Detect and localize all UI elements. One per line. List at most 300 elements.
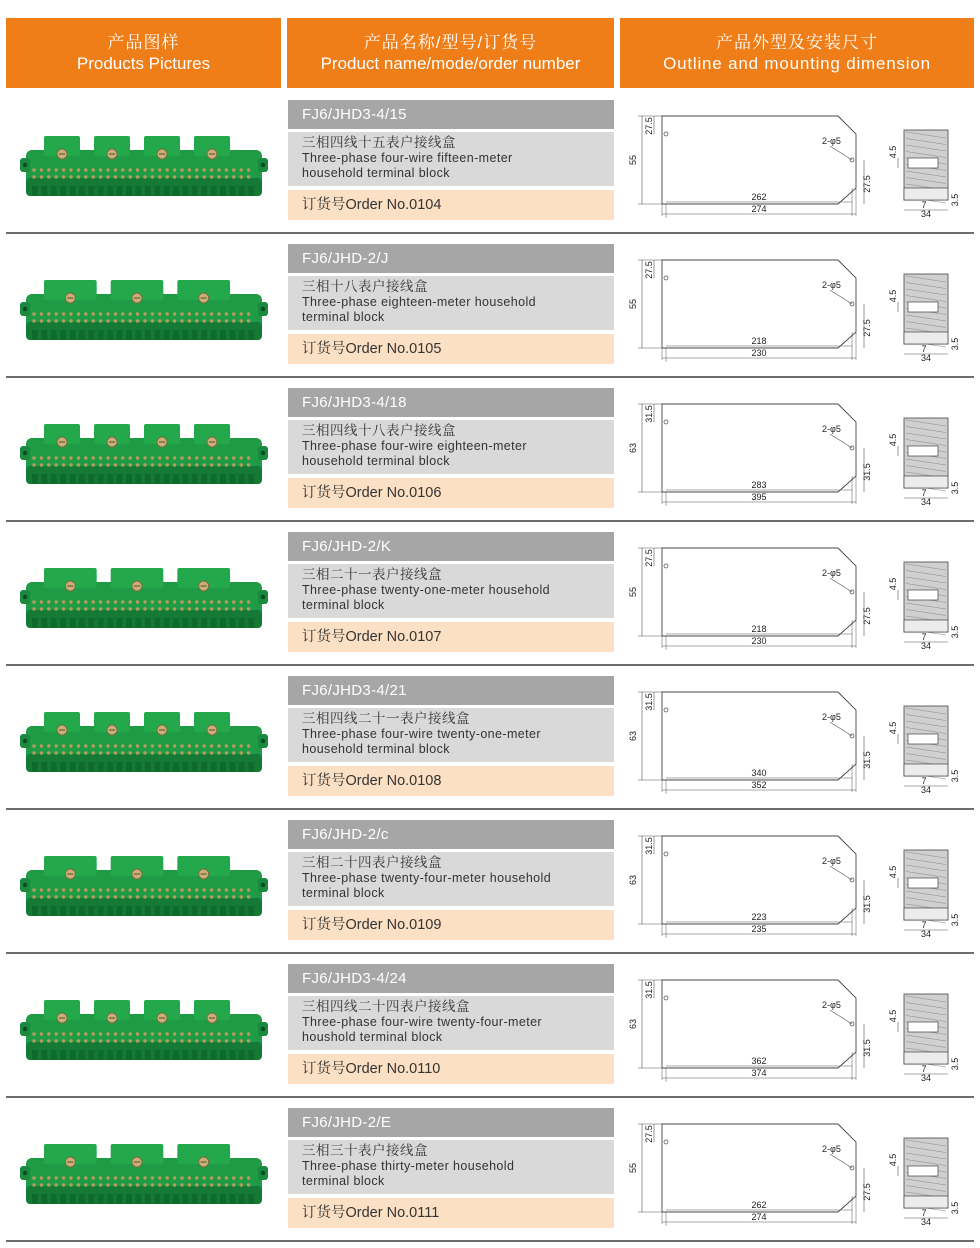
small-screw-icon [129, 463, 132, 466]
small-screw-icon [121, 744, 124, 747]
order-number: 订货号Order No.0110 [288, 1054, 614, 1084]
product-name-zh: 三相三十表户接线盒 [302, 1143, 428, 1158]
half-top-label: 31.5 [644, 693, 654, 711]
small-screw-icon [99, 751, 102, 754]
base-fin [229, 186, 235, 196]
product-picture [20, 844, 268, 934]
base-fin [201, 330, 207, 340]
product-name-en-line1: Three-phase twenty-four-meter household [302, 871, 552, 885]
half-top-label: 27.5 [644, 117, 654, 135]
small-screw-icon [47, 751, 50, 754]
small-screw-icon [99, 888, 102, 891]
small-screw-icon [247, 175, 250, 178]
small-screw-icon [240, 607, 243, 610]
base-fin [70, 330, 76, 340]
half-top-label: 27.5 [644, 549, 654, 567]
outer-width-label: 274 [751, 204, 767, 214]
small-screw-icon [247, 1183, 250, 1186]
base-fin [107, 618, 113, 628]
side-view-base [904, 332, 948, 344]
base-fin [248, 1050, 254, 1060]
small-screw-icon [240, 744, 243, 747]
small-screw-icon [106, 600, 109, 603]
small-screw-icon [203, 175, 206, 178]
small-screw-icon [77, 1039, 80, 1042]
small-screw-icon [62, 600, 65, 603]
base-fin [229, 474, 235, 484]
base-fin [107, 474, 113, 484]
base-fin [248, 618, 254, 628]
small-screw-icon [143, 607, 146, 610]
base-fin [164, 1050, 170, 1060]
small-screw-icon [203, 600, 206, 603]
base-fin [248, 186, 254, 196]
small-screw-icon [99, 319, 102, 322]
small-screw-icon [99, 1183, 102, 1186]
small-screw-icon [180, 607, 183, 610]
small-screw-icon [217, 888, 220, 891]
small-screw-icon [99, 312, 102, 315]
small-screw-icon [188, 1039, 191, 1042]
side-view-slot [908, 302, 938, 312]
small-screw-icon [151, 744, 154, 747]
base-fin [98, 330, 104, 340]
inner-width-label: 340 [751, 768, 767, 778]
small-screw-icon [62, 463, 65, 466]
product-description [288, 564, 614, 618]
base-fin [164, 330, 170, 340]
small-screw-icon [92, 463, 95, 466]
base-fin [182, 186, 188, 196]
base-fin [248, 906, 254, 916]
small-screw-icon [247, 1032, 250, 1035]
side-w1-label: 7 [921, 1208, 927, 1218]
small-screw-icon [92, 751, 95, 754]
small-screw-icon [32, 607, 35, 610]
small-screw-icon [121, 312, 124, 315]
small-screw-icon [217, 168, 220, 171]
small-screw-icon [129, 751, 132, 754]
base-fin [229, 618, 235, 628]
small-screw-icon [84, 751, 87, 754]
product-name-en-line1: Three-phase four-wire twenty-four-meter [302, 1015, 542, 1029]
header-col3-en: Outline and mounting dimension [663, 54, 931, 73]
small-screw-icon [210, 751, 213, 754]
small-screw-icon [129, 1183, 132, 1186]
small-screw-icon [143, 1183, 146, 1186]
product-name-en-line2: terminal block [302, 885, 385, 900]
base-fin [192, 618, 198, 628]
small-screw-icon [40, 319, 43, 322]
small-screw-icon [129, 895, 132, 898]
base-fin [173, 1050, 179, 1060]
small-screw-icon [247, 1039, 250, 1042]
small-screw-icon [247, 168, 250, 171]
small-screw-icon [158, 175, 161, 178]
base-fin [192, 762, 198, 772]
small-screw-icon [92, 600, 95, 603]
header-products-pictures [6, 18, 281, 88]
small-screw-icon [136, 312, 139, 315]
small-screw-icon [195, 607, 198, 610]
small-screw-icon [77, 175, 80, 178]
small-screw-icon [195, 1032, 198, 1035]
base-fin [173, 186, 179, 196]
half-top-label: 27.5 [644, 261, 654, 279]
small-screw-icon [195, 1039, 198, 1042]
small-screw-icon [151, 1039, 154, 1042]
small-screw-icon [188, 319, 191, 322]
base-fin [173, 906, 179, 916]
product-name-en-line2: household terminal block [302, 165, 450, 180]
small-screw-icon [158, 600, 161, 603]
hole-label: 2-φ5 [822, 712, 841, 722]
small-screw-icon [158, 456, 161, 459]
small-screw-icon [40, 895, 43, 898]
small-screw-icon [32, 895, 35, 898]
hole-leader-line [830, 1010, 852, 1024]
base-fin [201, 474, 207, 484]
outer-width-label: 352 [751, 780, 767, 790]
small-screw-icon [217, 312, 220, 315]
small-screw-icon [173, 607, 176, 610]
small-screw-icon [136, 600, 139, 603]
small-screw-icon [195, 319, 198, 322]
small-screw-icon [180, 1176, 183, 1179]
side-top-label: 4.5 [888, 865, 898, 879]
base-fin [211, 330, 217, 340]
dimension-drawing [628, 248, 974, 362]
small-screw-icon [151, 751, 154, 754]
product-name-en-line1: Three-phase four-wire twenty-one-meter [302, 727, 541, 741]
small-screw-icon [143, 744, 146, 747]
small-screw-icon [210, 888, 213, 891]
small-screw-icon [158, 1039, 161, 1042]
small-screw-icon [188, 463, 191, 466]
side-view-slot [908, 878, 938, 888]
half-top-label: 31.5 [644, 837, 654, 855]
base-fin [117, 618, 123, 628]
model-number: FJ6/JHD-2/c [288, 820, 614, 849]
small-screw-icon [40, 607, 43, 610]
side-edge-label: 3.5 [950, 625, 960, 639]
dimension-drawing [628, 680, 974, 794]
small-screw-icon [32, 456, 35, 459]
small-screw-icon [121, 1032, 124, 1035]
small-screw-icon [195, 895, 198, 898]
small-screw-icon [55, 744, 58, 747]
hole-leader-line [830, 722, 852, 736]
product-name-en-line2: houshold terminal block [302, 1029, 443, 1044]
model-number: FJ6/JHD-2/E [288, 1108, 614, 1137]
half-top-label: 31.5 [644, 405, 654, 423]
product-name-en-line2: terminal block [302, 1173, 385, 1188]
small-screw-icon [173, 895, 176, 898]
small-screw-icon [55, 456, 58, 459]
side-w1-label: 7 [921, 776, 927, 786]
small-screw-icon [136, 888, 139, 891]
small-screw-icon [151, 607, 154, 610]
small-screw-icon [210, 1032, 213, 1035]
mount-hole-icon [261, 595, 265, 599]
base-fin [117, 1050, 123, 1060]
inner-width-label: 262 [751, 1200, 767, 1210]
base-fin [117, 330, 123, 340]
small-screw-icon [240, 1176, 243, 1179]
base-fin [201, 186, 207, 196]
small-screw-icon [158, 1176, 161, 1179]
small-screw-icon [158, 1183, 161, 1186]
base-fin [107, 906, 113, 916]
base-fin [79, 906, 85, 916]
small-screw-icon [40, 744, 43, 747]
base-fin [173, 1194, 179, 1204]
small-screw-icon [225, 607, 228, 610]
small-screw-icon [121, 1039, 124, 1042]
product-picture [20, 988, 268, 1078]
small-screw-icon [180, 895, 183, 898]
base-fin [164, 186, 170, 196]
side-w2-label: 34 [920, 785, 932, 794]
small-screw-icon [166, 744, 169, 747]
small-screw-icon [173, 1183, 176, 1186]
small-screw-icon [92, 744, 95, 747]
small-screw-icon [32, 463, 35, 466]
side-edge-label: 3.5 [950, 1057, 960, 1071]
base-fin [79, 762, 85, 772]
header-col2-en: Product name/mode/order number [320, 54, 581, 73]
small-screw-icon [240, 456, 243, 459]
small-screw-icon [40, 600, 43, 603]
small-screw-icon [173, 456, 176, 459]
small-screw-icon [55, 1032, 58, 1035]
small-screw-icon [166, 456, 169, 459]
side-view-slot [908, 1166, 938, 1176]
small-screw-icon [92, 1039, 95, 1042]
small-screw-icon [203, 463, 206, 466]
small-screw-icon [32, 319, 35, 322]
small-screw-icon [210, 312, 213, 315]
small-screw-icon [173, 1032, 176, 1035]
base-fin [192, 906, 198, 916]
inner-width-label: 218 [751, 624, 767, 634]
small-screw-icon [106, 175, 109, 178]
small-screw-icon [166, 751, 169, 754]
small-screw-icon [136, 319, 139, 322]
small-screw-icon [77, 456, 80, 459]
small-screw-icon [217, 607, 220, 610]
height-label: 55 [628, 298, 638, 310]
small-screw-icon [166, 607, 169, 610]
small-screw-icon [114, 168, 117, 171]
small-screw-icon [180, 1039, 183, 1042]
small-screw-icon [225, 319, 228, 322]
small-screw-icon [47, 312, 50, 315]
height-label: 63 [628, 442, 638, 454]
inner-width-label: 362 [751, 1056, 767, 1066]
small-screw-icon [225, 895, 228, 898]
small-screw-icon [151, 312, 154, 315]
model-number: FJ6/JHD-2/J [288, 244, 614, 273]
half-bottom-label: 31.5 [862, 895, 872, 913]
small-screw-icon [151, 463, 154, 466]
small-screw-icon [47, 895, 50, 898]
small-screw-icon [55, 1176, 58, 1179]
small-screw-icon [62, 895, 65, 898]
base-fin [248, 330, 254, 340]
base-fin [107, 1194, 113, 1204]
side-view-base [904, 1052, 948, 1064]
row-divider [6, 808, 974, 810]
base-fin [145, 1194, 151, 1204]
small-screw-icon [232, 751, 235, 754]
small-screw-icon [225, 888, 228, 891]
base-fin [135, 762, 141, 772]
small-screw-icon [121, 600, 124, 603]
small-screw-icon [84, 1039, 87, 1042]
half-bottom-label: 31.5 [862, 463, 872, 481]
base-fin [248, 474, 254, 484]
small-screw-icon [240, 888, 243, 891]
small-screw-icon [136, 607, 139, 610]
dimension-drawing [628, 104, 974, 218]
side-view-base [904, 188, 948, 200]
small-screw-icon [136, 1176, 139, 1179]
small-screw-icon [180, 175, 183, 178]
side-edge-label: 3.5 [950, 769, 960, 783]
side-w1-label: 7 [921, 488, 927, 498]
small-screw-icon [143, 463, 146, 466]
small-screw-icon [62, 1183, 65, 1186]
product-description [288, 852, 614, 906]
base-fin [154, 186, 160, 196]
small-screw-icon [217, 600, 220, 603]
half-bottom-label: 27.5 [862, 319, 872, 337]
small-screw-icon [62, 168, 65, 171]
mount-hole-icon [23, 1171, 27, 1175]
small-screw-icon [69, 744, 72, 747]
small-screw-icon [121, 168, 124, 171]
small-screw-icon [32, 1183, 35, 1186]
small-screw-icon [225, 312, 228, 315]
small-screw-icon [143, 319, 146, 322]
small-screw-icon [84, 895, 87, 898]
small-screw-icon [84, 463, 87, 466]
base-fin [51, 762, 57, 772]
small-screw-icon [188, 168, 191, 171]
small-screw-icon [136, 751, 139, 754]
product-description [288, 276, 614, 330]
small-screw-icon [114, 751, 117, 754]
small-screw-icon [180, 600, 183, 603]
small-screw-icon [158, 463, 161, 466]
base-fin [51, 618, 57, 628]
small-screw-icon [143, 312, 146, 315]
hole-leader-line [830, 1154, 852, 1168]
product-name-en-line1: Three-phase four-wire fifteen-meter [302, 151, 513, 165]
hole-label: 2-φ5 [822, 280, 841, 290]
base-fin [173, 474, 179, 484]
product-name-zh: 三相四线二十四表户接线盒 [302, 999, 470, 1014]
mount-hole-icon [23, 1027, 27, 1031]
mount-hole-icon [664, 276, 668, 280]
small-screw-icon [188, 1176, 191, 1179]
small-screw-icon [77, 888, 80, 891]
base-fin [145, 1050, 151, 1060]
small-screw-icon [151, 600, 154, 603]
small-screw-icon [69, 895, 72, 898]
base-fin [98, 618, 104, 628]
small-screw-icon [158, 168, 161, 171]
small-screw-icon [217, 175, 220, 178]
small-screw-icon [232, 319, 235, 322]
small-screw-icon [106, 751, 109, 754]
small-screw-icon [47, 888, 50, 891]
base-fin [126, 474, 132, 484]
small-screw-icon [129, 600, 132, 603]
small-screw-icon [114, 456, 117, 459]
side-edge-label: 3.5 [950, 1201, 960, 1215]
base-fin [220, 762, 226, 772]
small-screw-icon [240, 1032, 243, 1035]
base-fin [220, 186, 226, 196]
base-fin [107, 186, 113, 196]
inner-width-label: 283 [751, 480, 767, 490]
base-fin [32, 618, 38, 628]
base-fin [107, 1050, 113, 1060]
mount-hole-icon [664, 708, 668, 712]
base-fin [117, 762, 123, 772]
base-fin [154, 762, 160, 772]
base-fin [220, 474, 226, 484]
base-fin [126, 906, 132, 916]
small-screw-icon [195, 463, 198, 466]
base-fin [145, 186, 151, 196]
small-screw-icon [143, 168, 146, 171]
inner-width-label: 223 [751, 912, 767, 922]
small-screw-icon [203, 456, 206, 459]
base-fin [32, 474, 38, 484]
mount-hole-icon [664, 420, 668, 424]
small-screw-icon [114, 744, 117, 747]
base-fin [32, 1050, 38, 1060]
order-number: 订货号Order No.0111 [288, 1198, 614, 1228]
base-fin [51, 906, 57, 916]
small-screw-icon [225, 1176, 228, 1179]
small-screw-icon [232, 1183, 235, 1186]
dimension-drawing [628, 1112, 974, 1226]
base-fin [70, 762, 76, 772]
product-picture [20, 1132, 268, 1222]
base-fin [135, 330, 141, 340]
small-screw-icon [92, 312, 95, 315]
small-screw-icon [40, 463, 43, 466]
small-screw-icon [210, 607, 213, 610]
small-screw-icon [166, 168, 169, 171]
base-fin [70, 906, 76, 916]
base-fin [173, 618, 179, 628]
small-screw-icon [69, 1176, 72, 1179]
small-screw-icon [62, 319, 65, 322]
small-screw-icon [173, 600, 176, 603]
mount-hole-icon [261, 307, 265, 311]
mount-hole-icon [261, 1171, 265, 1175]
dimension-drawing [628, 824, 974, 938]
small-screw-icon [84, 744, 87, 747]
base-fin [182, 330, 188, 340]
base-fin [248, 762, 254, 772]
small-screw-icon [247, 888, 250, 891]
